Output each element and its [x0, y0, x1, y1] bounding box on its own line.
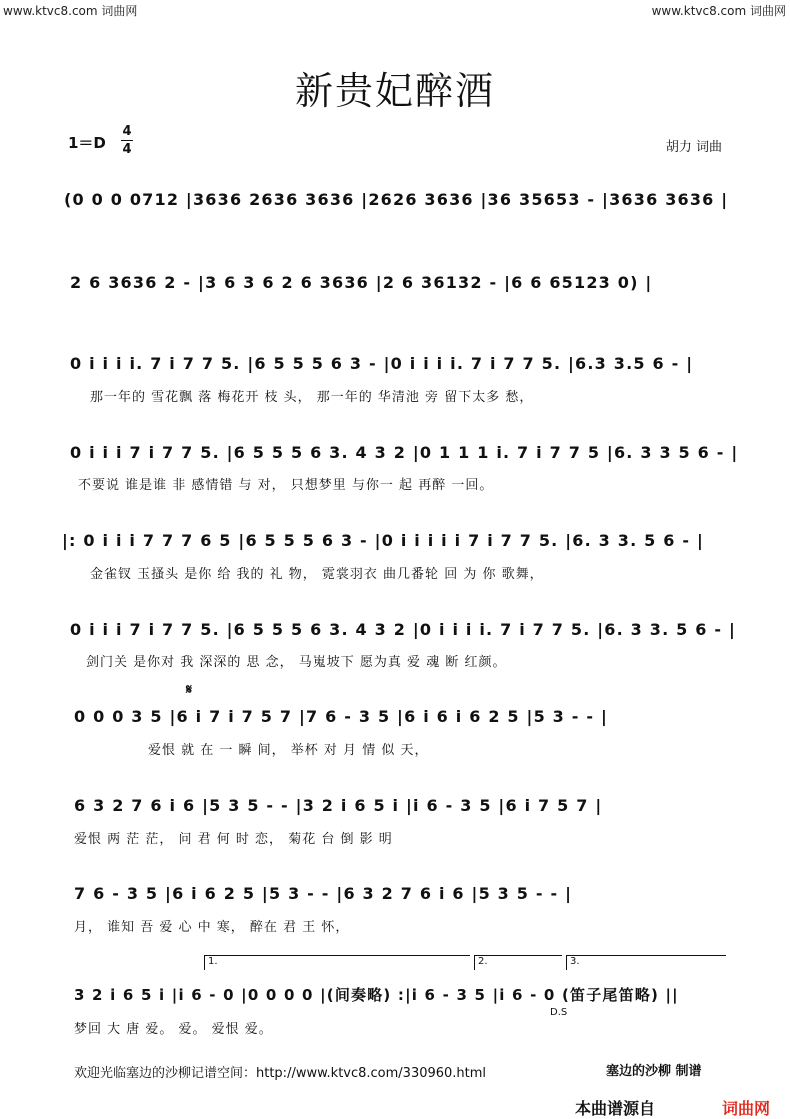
- notation-line-9: 7 6 - 3 5 |6 i 6 2 5 |5 3 - - |6 3 2 7 6 i 6 |5 3 5 - - |: [74, 884, 573, 903]
- lyric-line-7: 爱恨 就 在 一 瞬 间， 举杯 对 月 情 似 天，: [148, 743, 429, 758]
- footer-maker: 塞边的沙柳 制谱: [606, 1064, 702, 1079]
- volta-first: 1.: [204, 955, 470, 970]
- lyric-line-4: 不要说 谁是谁 非 感情错 与 对， 只想梦里 与你一 起 再醉 一回。: [78, 478, 494, 493]
- key-signature: 1＝D: [68, 134, 106, 152]
- source-site: 词曲网: [722, 1099, 771, 1118]
- time-signature-top: 4: [122, 124, 132, 139]
- notation-line-8: 6 3 2 7 6 i 6 |5 3 5 - - |3 2 i 6 5 i |i 6 - 3 5 |6 i 7 5 7 |: [74, 796, 603, 815]
- time-signature: [121, 124, 133, 157]
- volta-second: 2.: [474, 955, 562, 970]
- segno-sign: 𝄋: [186, 682, 193, 698]
- notation-line-4: 0 i i i 7 i 7 7 5. |6 5 5 5 6 3. 4 3 2 |0 1 1 1 i. 7 i 7 7 5 |6. 3 3 5 6 - |: [70, 443, 739, 462]
- watermark-left: www.ktvc8.com 词曲网: [3, 4, 138, 18]
- lyric-line-10: 梦回 大 唐 爱。 爱。 爱恨 爱。: [74, 1022, 273, 1037]
- lyric-line-5: 金雀钗 玉搔头 是你 给 我的 礼 物， 霓裳羽衣 曲几番轮 回 为 你 歌舞，: [90, 567, 544, 582]
- volta-third: 3.: [566, 955, 726, 970]
- time-signature-bottom: 4: [122, 142, 132, 157]
- notation-line-5: |: 0 i i i 7 7 7 6 5 |6 5 5 5 6 3 - |0 i i i i i 7 i 7 7 5. |6. 3 3. 5 6 - |: [62, 531, 705, 550]
- lyric-line-6: 剑门关 是你对 我 深深的 思 念， 马嵬坡下 愿为真 爱 魂 断 红颜。: [86, 655, 507, 670]
- lyric-line-9: 月， 谁知 吾 爱 心 中 寒， 醉在 君 王 怀，: [74, 920, 350, 935]
- ds-marking: D.S: [550, 1007, 568, 1018]
- credit: 胡力 词曲: [665, 140, 722, 155]
- lyric-line-8: 爱恨 两 茫 茫， 问 君 何 时 恋， 菊花 台 倒 影 明: [74, 832, 393, 847]
- notation-line-1: (0 0 0 0712 |3636 2636 3636 |2626 3636 |36 35653 - |3636 3636 |: [64, 190, 729, 209]
- notation-line-6: 0 i i i 7 i 7 7 5. |6 5 5 5 6 3. 4 3 2 |0 i i i i. 7 i 7 7 5. |6. 3 3. 5 6 - |: [70, 620, 737, 639]
- notation-line-10: 3 2 i 6 5 i |i 6 - 0 |0 0 0 0 |(间奏略) :|i 6 - 3 5 |i 6 - 0 (笛子尾笛略) ||: [74, 986, 679, 1004]
- notation-line-3: 0 i i i i. 7 i 7 7 5. |6 5 5 5 6 3 - |0 i i i i. 7 i 7 7 5. |6.3 3.5 6 - |: [70, 354, 694, 373]
- notation-line-2: 2 6 3636 2 - |3 6 3 6 2 6 3636 |2 6 36132 - |6 6 65123 0) |: [70, 273, 653, 292]
- lyric-line-3: 那一年的 雪花飘 落 梅花开 枝 头， 那一年的 华清池 旁 留下太多 愁，: [90, 390, 534, 405]
- song-title: 新贵妃醉酒: [294, 69, 495, 113]
- source-label: 本曲谱源自: [575, 1099, 656, 1118]
- watermark-right: www.ktvc8.com 词曲网: [651, 4, 786, 18]
- footer-welcome: 欢迎光临塞边的沙柳记谱空间：http://www.ktvc8.com/330960.html: [74, 1066, 487, 1081]
- notation-line-7: 0 0 0 3 5 |6 i 7 i 7 5 7 |7 6 - 3 5 |6 i 6 i 6 2 5 |5 3 - - |: [74, 707, 609, 726]
